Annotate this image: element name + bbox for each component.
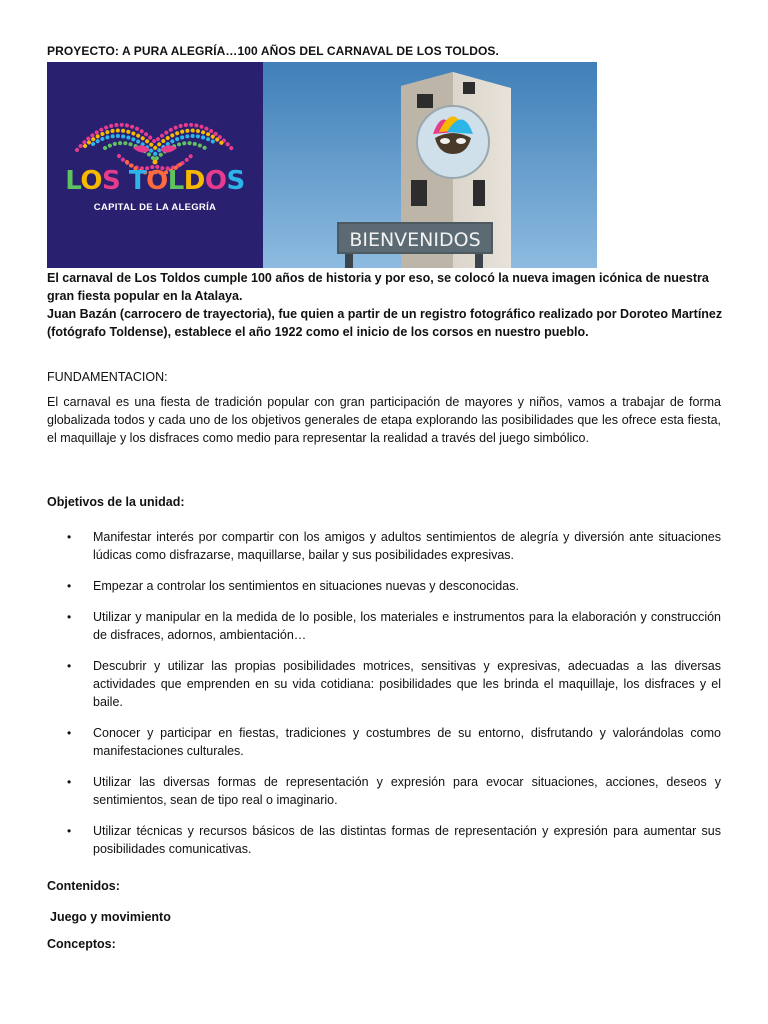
bullet-icon: • [67,775,72,789]
juego-heading: Juego y movimiento [50,910,171,924]
list-item: • Empezar a controlar los sentimientos en situaciones nuevas y desconocidas. [67,579,519,593]
los-toldos-logo-image [47,62,263,268]
list-item: • Manifestar interés por compartir con los amigos y adultos sentimientos de alegría y diversión ante situaciones lúdicas como disfrazarse, maquillarse, bailar y sus posibilidades expresivas. [67,530,721,562]
intro-line-1: El carnaval de Los Toldos cumple 100 años de historia y por eso, se colocó la nueva imagen icónica de nuestra gran fiesta popular en la Atalaya. [47,271,709,303]
fundamentacion-text: El carnaval es una fiesta de tradición popular con gran participación de mayores y niños, vamos a trabajar de forma globalizada todos y cada uno de los objetivos generales de etapa explorando las posibilidades que les ofrece esta fiesta, el maquillaje y los disfraces como medio para representar la realidad a través del juego simbólico. [47,395,721,445]
intro-line-2: Juan Bazán (carrocero de trayectoria), fue quien a partir de un registro fotográfico realizado por Doroteo Martínez (fotógrafo Toldense), establece el año 1922 como el inicio de los corsos en nuestro pueblo. [47,307,723,339]
bullet-icon: • [67,530,72,544]
contenidos-heading: Contenidos: [47,879,120,893]
logo-subtitle: CAPITAL DE LA ALEGRÍA [93,202,217,213]
logo-wordmark: LOS TOLDOS [65,166,245,196]
list-item: • Conocer y participar en fiestas, tradiciones y costumbres de su entorno, disfrutando y valorándolas como manifestaciones culturales. [67,726,721,758]
bienvenidos-sign-text: BIENVENIDOS [349,229,481,251]
objectives-list [47,528,721,871]
bullet-icon: • [67,610,72,624]
header-images [47,62,597,268]
fundamentacion-heading: FUNDAMENTACION: [47,370,168,384]
list-item: • Utilizar técnicas y recursos básicos de las distintas formas de representación y expresión para aumentar sus posibilidades comunicativas. [67,824,721,856]
carnival-mask-graphic [47,62,263,268]
list-item: • Utilizar las diversas formas de representación y expresión para evocar situaciones, acciones, deseos y sentimientos, sean de tipo real o imaginario. [67,775,721,807]
objetivos-heading: Objetivos de la unidad: [47,495,185,509]
bullet-icon: • [67,659,72,673]
bullet-icon: • [67,726,72,740]
intro-paragraph [47,269,727,341]
bullet-icon: • [67,824,72,838]
bienvenidos-tower-photo [263,62,597,268]
bullet-icon: • [67,579,72,593]
list-item: • Descubrir y utilizar las propias posibilidades motrices, sensitivas y expresivas, adecuadas a las diversas actividades que emprenden en su vida cotidiana: posibilidades que les brinda el maquillaje, los disfraces y el baile. [67,659,721,709]
project-title: PROYECTO: A PURA ALEGRÍA…100 AÑOS DEL CARNAVAL DE LOS TOLDOS. [47,44,499,58]
conceptos-heading: Conceptos: [47,937,116,951]
list-item: • Utilizar y manipular en la medida de lo posible, los materiales e instrumentos para la elaboración y construcción de disfraces, adornos, ambientación… [67,610,721,642]
